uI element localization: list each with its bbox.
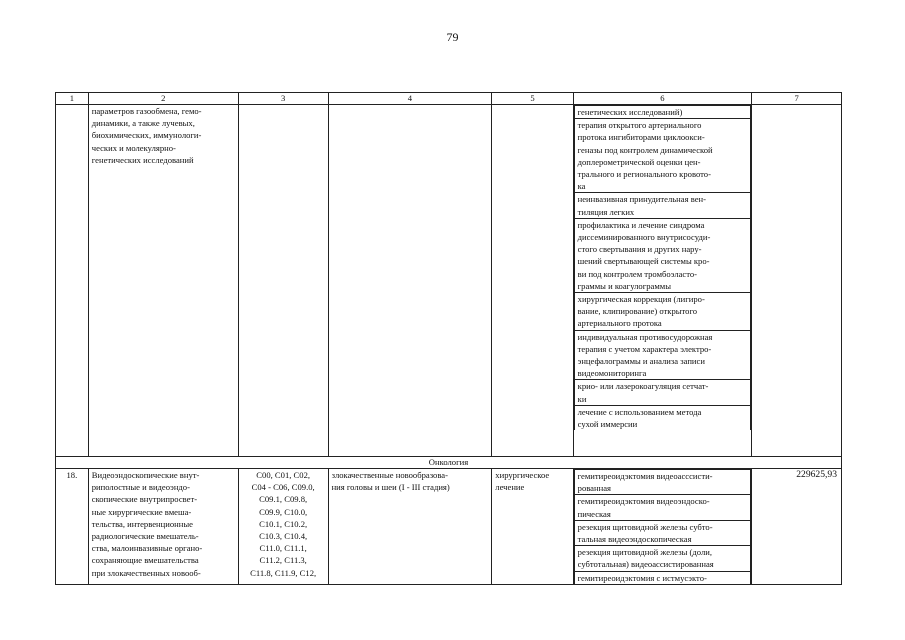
treatment-method-cell [573,469,752,585]
method-item [574,106,751,119]
text-line: артериального протока [577,318,662,329]
method-item-text [574,380,751,405]
cost-cell [752,105,842,457]
column-number-header [56,93,842,105]
text-line: C10.1, C10.2, [259,518,308,529]
method-list [574,105,752,430]
text-line: профилактика и лечение синдрома [577,219,705,230]
text-line: резекция щитовидной железы субто- [577,521,713,532]
text-line: ви под контролем тромбоэласто- [577,268,698,279]
text-line: протока ингибиторами циклоокси- [577,132,705,143]
method-item-text [574,495,751,520]
text-line: неинвазивная принудительная вен- [577,194,706,205]
text-line: терапия открытого артериального [577,120,702,131]
page-number: 79 [446,30,459,44]
method-item-text [574,218,751,292]
method-item-text [574,330,751,380]
text-line: гемитиреоидэктомия с истмусэкто- [577,572,707,583]
method-item [574,330,751,380]
section-title: Онкология [56,457,842,469]
text-line: ства, малоинвазивные органо- [91,543,203,554]
text-line: диссеминированного внутрисосуди- [577,232,711,243]
text-line: рованная [577,483,611,494]
text-line: доплерометрической оценки цен- [577,156,701,167]
care-type-cell [88,105,238,457]
text-line: хирургическое [495,470,550,480]
method-item-text [574,520,751,545]
text-line: ческих и молекулярно- [91,142,176,153]
text-line: C11.2, C11.3, [259,555,307,566]
text-line: трального и регионального кровото- [577,169,711,180]
text-line: при злокачественных новооб- [91,567,201,578]
text-line: субтотальная) видеоассистированная [577,559,714,570]
icd-code-cell [238,469,328,585]
text-line: ки [577,393,587,404]
text-line: геназы под контролем динамической [577,144,713,155]
method-item [574,470,751,495]
method-item [574,119,751,193]
text-line: хирургическая коррекция (лигиро- [577,294,705,305]
text-line: энцефалограммы и анализа записи [577,356,705,367]
method-item [574,405,751,430]
text-line: резекция щитовидной железы (доли, [577,547,712,558]
table-row [56,469,842,585]
text-line: C09.9, C10.0, [259,506,308,517]
patient-model-cell [328,469,492,585]
text-line: гемитиреоидэктомия видеоасссисти- [577,471,713,481]
header-cell: 6 [573,93,752,105]
text-line: злокачественные новообразова- [331,470,448,480]
method-item-text [574,106,751,119]
method-item-text [574,470,751,495]
method-list [574,469,752,584]
method-item-text [574,546,751,571]
text-line: пическая [577,508,611,519]
text-line: C00, C01, C02, [256,470,311,480]
method-item [574,380,751,405]
method-item-text [574,119,751,193]
icd-code-cell [238,105,328,457]
text-line: тиляция легких [577,206,635,217]
method-item-text [574,405,751,430]
text-line: лечение с использованием метода [577,406,702,417]
treatment-type-cell [492,105,573,457]
text-line: ния головы и шеи (I - III стадия) [331,482,450,493]
header-cell: 7 [752,93,842,105]
text-line: индивидуальная противосудорожная [577,331,713,342]
text-line: лечение [495,482,525,493]
text-line: C11.8, C11.9, C12, [250,567,317,578]
text-line: динамики, а также лучевых, [91,118,195,129]
text-line: генетических исследований) [577,107,683,117]
text-line: C11.0, C11.1, [259,543,307,554]
method-item [574,193,751,218]
header-cell: 2 [88,93,238,105]
text-line: граммы и коагулограммы [577,280,671,291]
section-row [56,457,842,469]
header-cell: 4 [328,93,492,105]
text-line: параметров газообмена, гемо- [91,106,202,116]
method-item-text [574,571,751,584]
text-line: вание, клипирование) открытого [577,306,698,317]
text-line: генетических исследований [91,154,194,165]
text-line: терапия с учетом характера электро- [577,343,712,354]
method-item [574,546,751,571]
header-cell: 1 [56,93,89,105]
text-line: C04 - C06, C09.0, [251,482,315,493]
method-item [574,495,751,520]
method-item [574,218,751,292]
text-line: Видеоэндоскопические внут- [91,470,200,480]
method-item [574,520,751,545]
treatment-method-cell [573,105,752,457]
text-line: ка [577,181,586,192]
header-cell: 3 [238,93,328,105]
text-line: риполостные и видеоэндо- [91,482,190,493]
text-line: стого свертывания и других нару- [577,244,702,255]
text-line: радиологические вмешатель- [91,531,199,542]
text-line: ные хирургические вмеша- [91,506,192,517]
care-type-cell [88,469,238,585]
text-line: сухой иммерсии [577,419,638,430]
text-line: тальная видеоэндоскопическая [577,534,692,545]
text-line: C10.3, C10.4, [259,531,308,542]
text-line: скопические внутрипросвет- [91,494,198,505]
method-item-text [574,193,751,218]
patient-model-cell [328,105,492,457]
row-number-cell [56,105,89,457]
text-line: биохимических, иммунологи- [91,130,202,141]
text-line: крио- или лазерокоагуляция сетчат- [577,381,709,392]
method-item [574,293,751,331]
row-number-cell: 18. [56,469,89,585]
text-line: C09.1, C09.8, [259,494,308,505]
treatment-type-cell [492,469,573,585]
text-line: видеомониторинга [577,368,647,379]
method-item [574,571,751,584]
text-line: сохраняющие вмешательства [91,555,199,566]
header-cell: 5 [492,93,573,105]
table-row-continued [56,105,842,457]
medical-care-table [55,92,842,585]
text-line: шений свертывающей системы кро- [577,256,710,267]
text-line: гемитиреоидэктомия видеоэндоско- [577,496,710,507]
text-line: тельства, интервенционные [91,518,193,529]
method-item-text [574,293,751,331]
cost-cell: 229625,93 [752,469,842,585]
